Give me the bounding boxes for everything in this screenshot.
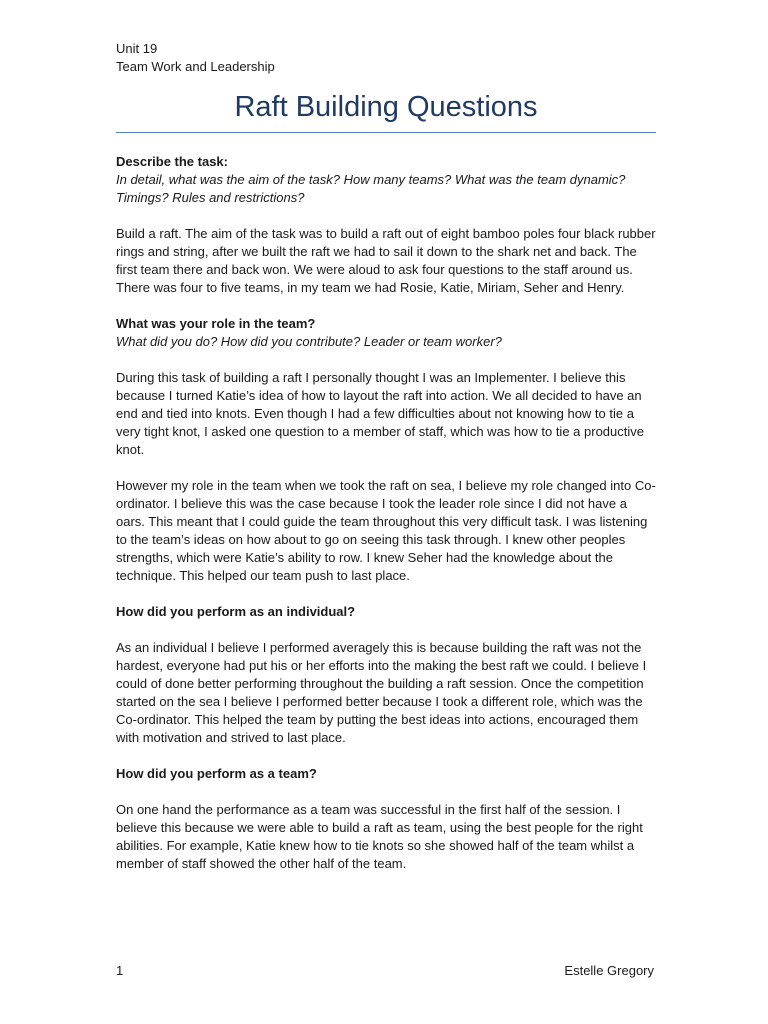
document-page [116,40,656,873]
paragraph-team: On one hand the performance as a team was successful in the first half of the session. I believe this because we were able to build a raft as team, using the best people for the right abilities. For example, Katie knew how to tie knots so she showed half of the team whilst a member of staff showed the other half of the team. [116,802,643,871]
section-heading-role: What was your role in the team? [116,316,316,331]
section-heading-team: How did you perform as a team? [116,766,317,781]
page-footer [116,962,654,980]
paragraph-role-implementer: During this task of building a raft I personally thought I was an Implementer. I believe this because I turned Katie’s idea of how to layout the raft into action. We all decided to have an end and tied into knots. Even though I had a few difficulties about not knowing how to tie a very tight knot, I asked one question to a member of staff, which was how to tie a productive knot. [116,370,644,457]
section-heading-task: Describe the task: [116,154,228,169]
title-divider [116,132,656,133]
unit-label: Unit 19 [116,41,158,56]
paragraph-individual: As an individual I believe I performed averagely this is because building the raft was not the hardest, everyone had put his or her efforts into the making the best raft we could. I believe I could of done better performing throughout the building a raft session. Once the competition started on the sea I believe I performed better because I took a different role, which was the Co-ordinator. This helped the team by putting the best ideas into actions, encouraged them with motivation and strived to last place. [116,640,647,745]
paragraph-task: Build a raft. The aim of the task was to build a raft out of eight bamboo poles four black rubber rings and string, after we built the raft we had to sail it down to the shark net and back. The first team there and back won. We were aloud to ask four questions to the staff around us. There was four to five teams, in my team we had Rosie, Katie, Miriam, Seher and Henry. [116,226,656,295]
author-name: Estelle Gregory [564,963,654,978]
section-heading-individual: How did you perform as an individual? [116,604,356,619]
document-body [116,153,656,873]
page-number: 1 [116,963,124,978]
section-prompt-role: What did you do? How did you contribute? Leader or team worker? [116,334,502,349]
document-title: Raft Building Questions [234,91,538,123]
paragraph-role-coordinator: However my role in the team when we took the raft on sea, I believe my role changed into Co-ordinator. I believe this was the case because I took the leader role since I did not have a oars. This meant that I could guide the team throughout this very difficult task. I was listening to the team’s ideas on how about to go on seeing this task through. I knew other peoples strengths, which were Katie’s ability to row. I knew Seher had the knowledge about the technique. This helped our team push to last place. [116,478,656,583]
unit-subtitle: Team Work and Leadership [116,59,275,74]
section-prompt-task: In detail, what was the aim of the task? How many teams? What was the team dynamic? Timings? Rules and restrictions? [116,172,626,205]
